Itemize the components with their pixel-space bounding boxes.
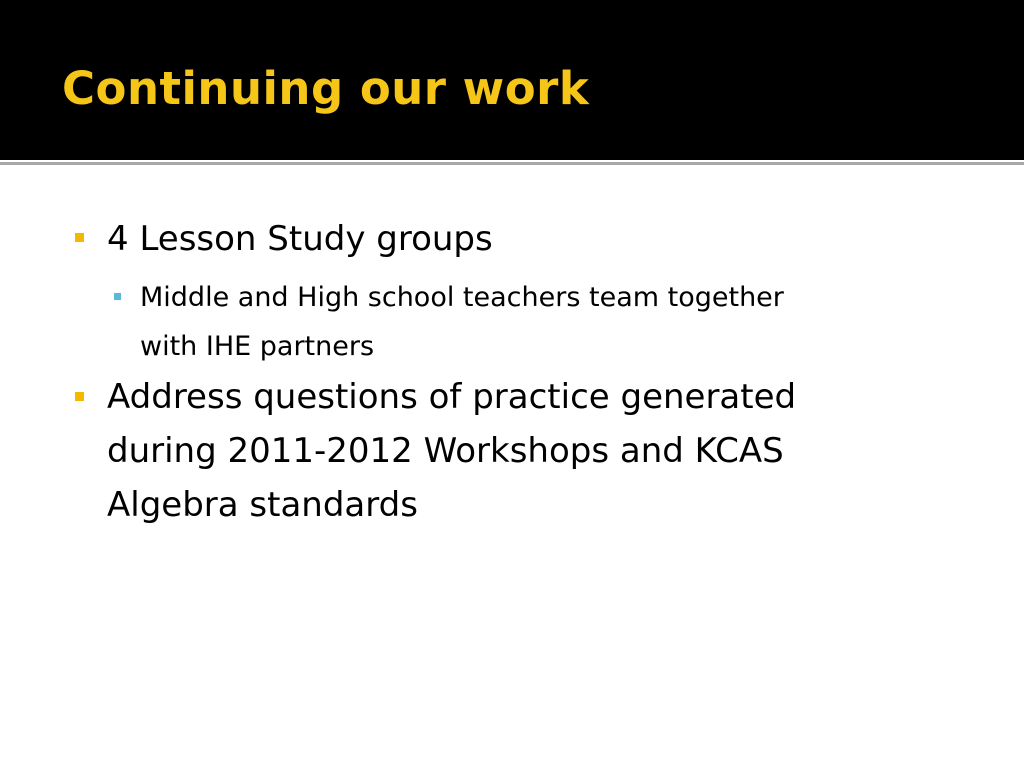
square-bullet-icon: [114, 293, 121, 300]
bullet-text: 4 Lesson Study groups: [107, 219, 493, 259]
sub-bullet-text-line: with IHE partners: [140, 331, 375, 362]
square-bullet-icon: [75, 233, 84, 242]
sub-bullet-text-line: Middle and High school teachers team together: [140, 282, 784, 313]
bullet-text-line: during 2011-2012 Workshops and KCAS: [107, 431, 784, 471]
bullet-text-line: Address questions of practice generated: [107, 377, 797, 417]
bullet-text-line: Algebra standards: [107, 485, 418, 525]
slide-title: Continuing our work: [62, 62, 590, 115]
square-bullet-icon: [75, 392, 84, 401]
